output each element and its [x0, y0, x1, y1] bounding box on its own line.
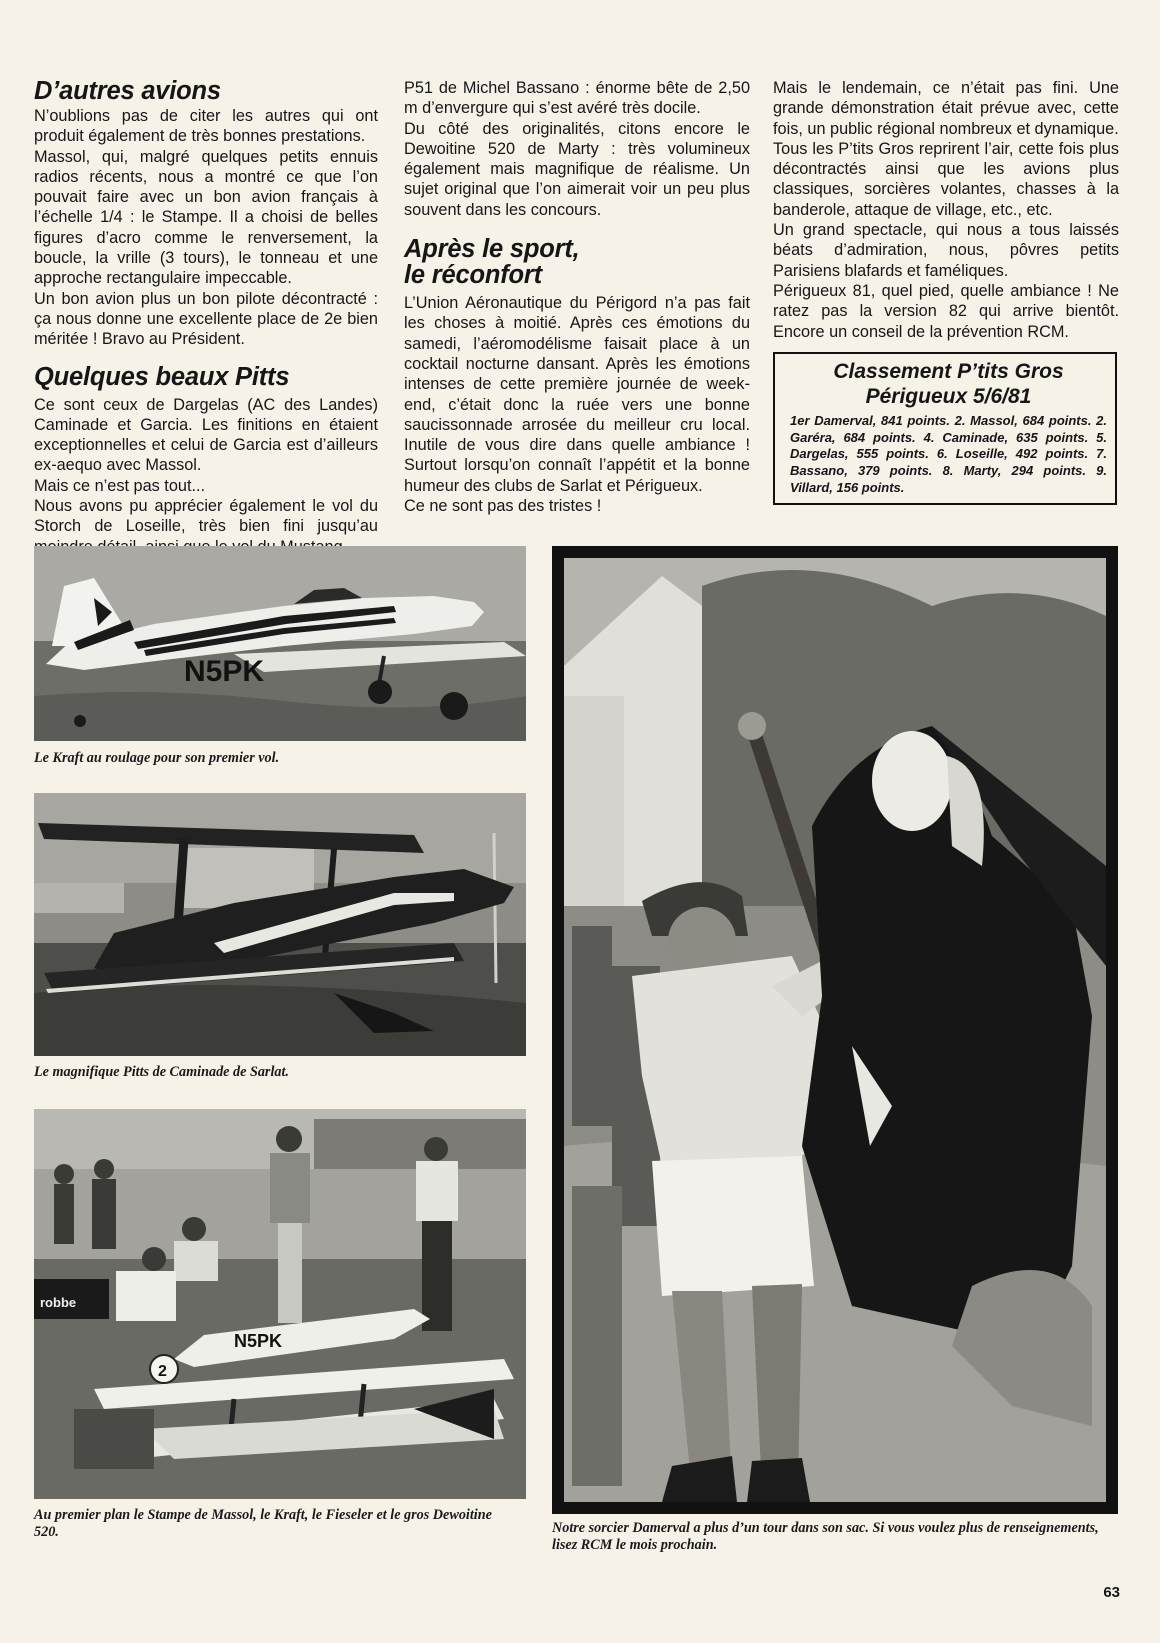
paragraph: Un grand spectacle, qui nous a tous laissés béats d’admiration, nous, pôvres petits Parisiens blafards et faméliques.	[773, 221, 1119, 280]
photo-stampe-crowd	[34, 1109, 526, 1499]
classement-results: 1er Damerval, 841 points. 2. Massol, 684 points. 2. Garéra, 684 points. 4. Caminade, 635 points. 5. Dargelas, 555 points. 6. Loseille, 492 points. 7. Bassano, 379 points. 8. Marty, 294 points. 9. Villard, 156 points.	[790, 412, 1107, 496]
paragraph: Tous les P’tits Gros reprirent l’air, cette fois plus décontractés ainsi que les avions plus classiques, sorcières volantes, chasses à la banderole, attaque de village, etc., etc.	[773, 139, 1119, 219]
paragraph: Un bon avion plus un bon pilote décontracté : ça nous donne une excellente place de 2e bien méritée ! Bravo au Président.	[34, 289, 378, 349]
paragraph: Massol, qui, malgré quelques petits ennuis radios récents, nous a montré ce que l’on pouvait faire avec un bon avion français à l’échelle 1/4 : le Stampe. Il a choisi de belles figures d’acro comme le renversement, la boucle, la vrille (3 tours), le tonneau et une approche rectangulaire impeccable.	[34, 147, 378, 288]
heading-apres-le-sport	[404, 236, 750, 288]
heading-quelques-beaux-pitts: Quelques beaux Pitts	[34, 362, 290, 391]
robbe-sign-text: robbe	[40, 1295, 77, 1310]
paragraph: Mais le lendemain, ce n’était pas fini. Une grande démonstration était prévue avec, cette fois, un public régional nombreux et dynamique.	[773, 79, 1119, 138]
photo-kraft	[34, 546, 526, 741]
race-number-text: 2	[158, 1363, 167, 1380]
column-1	[34, 78, 378, 557]
heading-autres-avions: D’autres avions	[34, 77, 221, 105]
paragraph: Mais ce n’est pas tout...	[34, 476, 206, 495]
classement-title	[790, 359, 1107, 409]
classement-title-line: Périgueux 5/6/81	[865, 384, 1032, 408]
paragraph: P51 de Michel Bassano : énorme bête de 2,50 m d’envergure qui s’est avéré très docile.	[404, 79, 750, 118]
caption-kraft: Le Kraft au roulage pour son premier vol.	[34, 750, 280, 766]
caption-stampe: Au premier plan le Stampe de Massol, le Kraft, le Fieseler et le gros Dewoitine 520.	[34, 1507, 492, 1540]
paragraph: Ce sont ceux de Dargelas (AC des Landes) Caminade et Garcia. Les finitions en étaient exceptionnelles et celui de Garcia est d’ailleurs ex-aequo avec Massol.	[34, 395, 378, 475]
registration-text: N5PK	[234, 1331, 283, 1351]
paragraph: Périgueux 81, quel pied, quelle ambiance ! Ne ratez pas la version 82 qui arrive bientôt. Encore un conseil de la prévention RCM.	[773, 281, 1119, 341]
classement-title-line: Classement P’tits Gros	[833, 359, 1064, 383]
column-3	[773, 78, 1119, 505]
registration-text: N5PK	[184, 655, 265, 688]
paragraph: Ce ne sont pas des tristes !	[404, 497, 602, 516]
heading-line: Après le sport,	[404, 235, 580, 264]
photo-pitts	[34, 793, 526, 1056]
paragraph: Du côté des originalités, citons encore le Dewoitine 520 de Marty : très volumineux également mais magnifique de réalisme. Un sujet original que l’on aimerait voir un peu plus souvent dans les concours.	[404, 119, 750, 219]
paragraph: L’Union Aéronautique du Périgord n’a pas fait les choses à moitié. Après ces émotions du samedi, l’aéromodélisme faisait place à un cocktail nocturne dansant. Après les émotions intenses de cette première journée de week-end, c’était donc la ruée vers une bonne saucissonnade arrosée du meilleur cru local. Inutile de vous dire dans quelle ambiance ! Surtout lorsqu’on connaît l’appétit et la bonne humeur des clubs de Sarlat et Périgueux.	[404, 294, 750, 495]
column-2	[404, 78, 750, 516]
caption-pitts: Le magnifique Pitts de Caminade de Sarlat.	[34, 1064, 289, 1080]
paragraph: N’oublions pas de citer les autres qui ont produit également de très bonnes prestations.	[34, 107, 378, 146]
page-number: 63	[1103, 1584, 1120, 1601]
classement-box	[773, 352, 1117, 505]
photo-sorcier	[552, 546, 1118, 1514]
paragraph: Nous avons pu apprécier également le vol du Storch de Loseille, très bien fini jusqu’au	[34, 497, 378, 536]
heading-line: le réconfort	[404, 261, 542, 290]
caption-sorcier: Notre sorcier Damerval a plus d’un tour dans son sac. Si vous voulez plus de renseignements, lisez RCM le mois prochain.	[552, 1520, 1099, 1553]
